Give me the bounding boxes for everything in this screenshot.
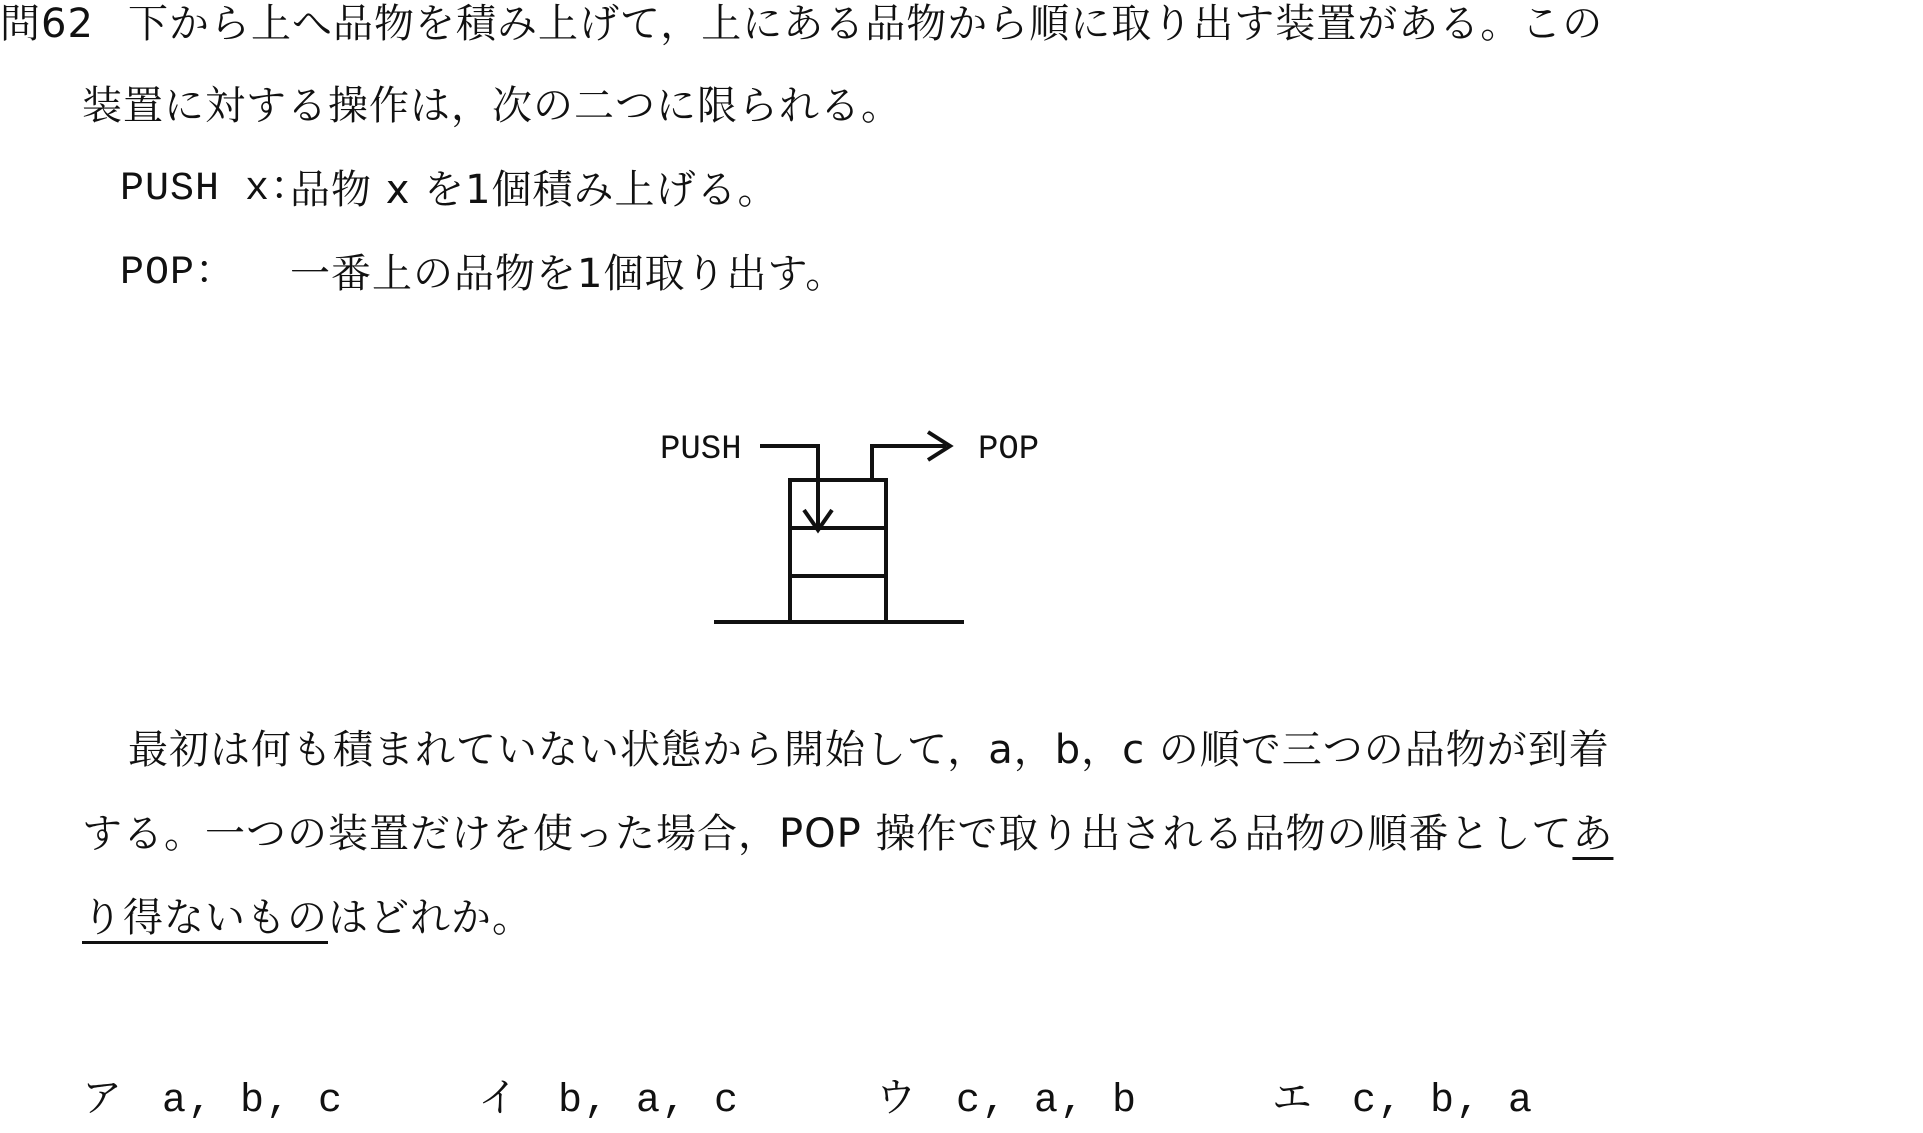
choice-e-label: エ (1272, 1075, 1312, 1121)
body-line-1: 最初は何も積まれていない状態から開始して，a，b，c の順で三つの品物が到着 (128, 727, 1610, 773)
choice-i-value: b, a, c (558, 1079, 741, 1124)
choice-u[interactable] (876, 1074, 1138, 1126)
stack-diagram (650, 410, 1050, 630)
push-operation: PUSH x： (120, 167, 312, 212)
choice-a-label: ア (82, 1075, 122, 1121)
body-line-3 (82, 894, 533, 942)
choice-a[interactable] (82, 1074, 344, 1126)
choice-e[interactable] (1272, 1074, 1534, 1126)
body-line-2 (82, 810, 1613, 858)
pop-description: 一番上の品物を1個取り出す。 (290, 251, 847, 297)
underlined-emphasis-end: り得ないもの (82, 895, 328, 941)
stack-item-middle (790, 528, 886, 576)
choice-a-value: a, b, c (162, 1079, 345, 1124)
pop-arrow (872, 446, 946, 480)
question-number: 問62 (0, 1, 94, 47)
stack-item-top (790, 480, 886, 528)
underlined-emphasis-start: あ (1572, 811, 1614, 857)
pop-label: POP (978, 431, 1040, 469)
body-line-3-text: はどれか。 (328, 895, 533, 941)
choice-i[interactable] (478, 1074, 740, 1126)
stack-item-bottom (790, 576, 886, 622)
intro-line-2: 装置に対する操作は，次の二つに限られる。 (82, 83, 902, 129)
push-label: PUSH (660, 431, 742, 469)
push-description: 品物 x を1個積み上げる。 (290, 167, 779, 213)
choice-e-value: c, b, a (1352, 1079, 1535, 1124)
body-line-2-text: する。一つの装置だけを使った場合，POP 操作で取り出される品物の順番として (82, 811, 1573, 857)
pop-operation: POP： (120, 251, 237, 296)
choice-u-value: c, a, b (956, 1079, 1139, 1124)
intro-line-1: 下から上へ品物を積み上げて，上にある品物から順に取り出す装置がある。この (128, 1, 1604, 47)
choice-u-label: ウ (876, 1075, 916, 1121)
choice-i-label: イ (478, 1075, 518, 1121)
